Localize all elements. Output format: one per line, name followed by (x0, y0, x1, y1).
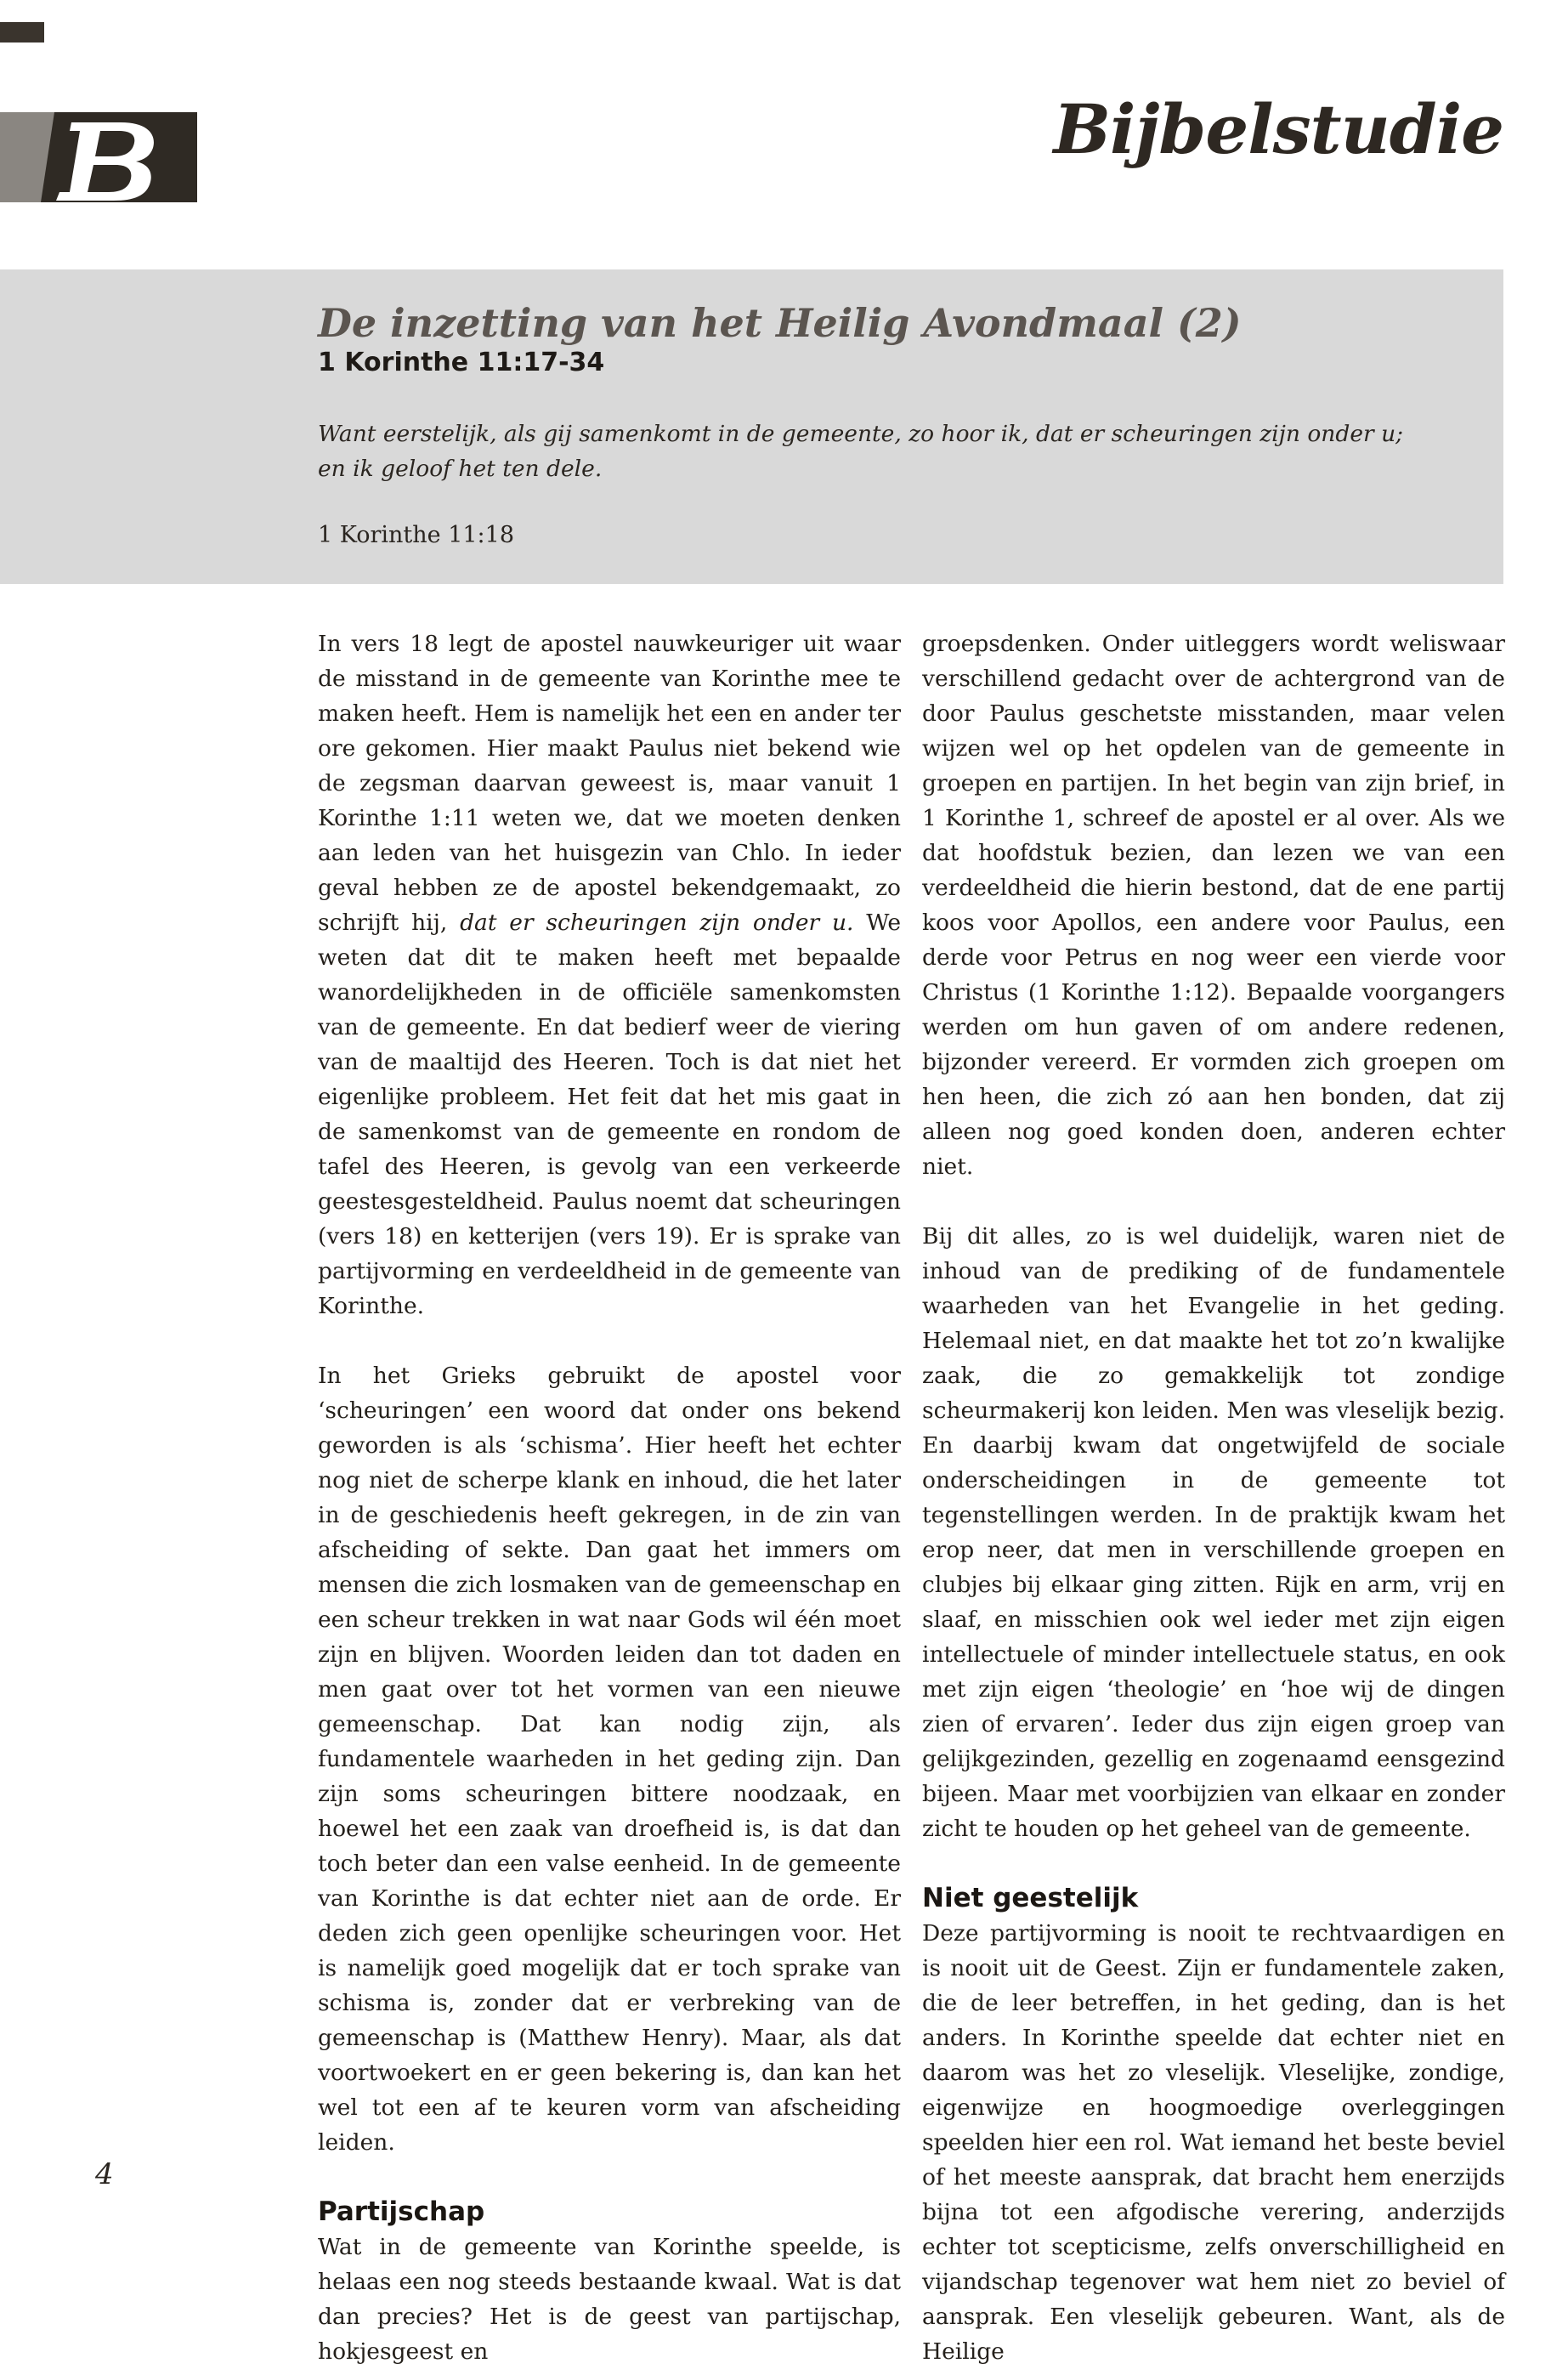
emphasis-text: dat er scheuringen zijn onder u. (460, 910, 854, 936)
bijbelstudie-logo-icon (0, 111, 197, 204)
subheading-partijschap: Partijschap (318, 2196, 485, 2227)
body-column-right (922, 626, 1505, 2369)
paragraph: Wat in de gemeente van Korinthe speelde, is helaas een nog steeds bestaande kwaal. Wat is dat dan precies? Het is de geest van partijschap, hokjesgeest en (318, 2234, 901, 2365)
section-title: Bijbelstudie (1053, 89, 1503, 169)
paragraph: Bij dit alles, zo is wel duidelijk, waren niet de inhoud van de prediking of de fundamentele waarheden van het Evangelie in het geding. Helemaal niet, en dat maakte het tot zo’n kwalijke zaak, die zo gemakkelijk tot zondige scheurmakerij kon leiden. Men was vleselijk bezig. En daarbij kwam dat ongetwijfeld de sociale onderscheidingen in de gemeente tot tegenstellingen werden. In de praktijk kwam het erop neer, dat men in verschillende groepen en clubjes bij elkaar ging zitten. Rijk en arm, vrij en slaaf, en misschien ook wel ieder met zijn eigen intellectuele of minder intellectuele status, en ook met zijn eigen ‘theologie’ en ‘hoe wij de dingen zien of ervaren’. Ieder dus zijn eigen groep van gelijkgezinden, gezellig en zogenaamd eensgezind bijeen. Maar met voorbijzien van elkaar en zonder zicht te houden op het geheel van de gemeente. (922, 1223, 1505, 1842)
paragraph-text: We weten dat dit te maken heeft met bepaalde wanordelijkheden in de officiële samenkomsten van de gemeente. En dat bedierf weer de viering van de maaltijd des Heeren. Toch is dat niet het eigenlijke probleem. Het feit dat het mis gaat in de samenkomst van de gemeente en rondom de tafel des Heeren, is gevolg van een verkeerde geestesgesteldheid. Paulus noemt dat scheuringen (vers 18) en ketterijen (vers 19). Er is sprake van partijvorming en verdeeldheid in de gemeente van Korinthe. (318, 910, 902, 1319)
bible-quote: Want eerstelijk, als gij samenkomt in de gemeente, zo hoor ik, dat er scheuringen zijn onder u; en ik geloof het ten dele. (318, 421, 1404, 482)
paragraph: In het Grieks gebruikt de apostel voor ‘scheuringen’ een woord dat onder ons bekend geworden is als ‘schisma’. Hier heeft het echter nog niet de scherpe klank en inhoud, die het later in de geschiedenis heeft gekregen, in de zin van afscheiding of sekte. Dan gaat het immers om mensen die zich losmaken van de gemeenschap en een scheur trekken in wat naar Gods wil één moet zijn en blijven. Woorden leiden dan tot daden en men gaat over tot het vormen van een nieuwe gemeenschap. Dat kan nodig zijn, als fundamentele waarheden in het geding zijn. Dan zijn soms scheuringen bittere noodzaak, en hoewel het een zaak van droefheid is, is dat dan toch beter dan een valse eenheid. In de gemeente van Korinthe is dat echter niet aan de orde. Er deden zich geen openlijke scheuringen voor. Het is namelijk goed mogelijk dat er toch sprake van schisma is, zonder dat er verbreking van de gemeenschap is (Matthew Henry). Maar, als dat voortwoekert en er geen bekering is, dan kan het wel tot een af te keuren vorm van afscheiding leiden. (318, 1363, 901, 2156)
quote-source: 1 Korinthe 11:18 (318, 522, 515, 548)
article-title: De inzetting van het Heilig Avondmaal (2) (318, 300, 1242, 346)
article-reference: 1 Korinthe 11:17-34 (318, 348, 605, 377)
paragraph: Deze partijvorming is nooit te rechtvaardigen en is nooit uit de Geest. Zijn er fundamentele zaken, die de leer betreffen, in het geding, dan is het anders. In Korinthe speelde dat echter niet en daarom was het zo vleselijk. Vleselijke, zondige, eigenwijze en hoogmoedige overleggingen speelden hier een rol. Wat iemand het beste beviel of het meeste aansprak, dat bracht hem enerzijds bijna tot een afgodische verering, anderzijds echter tot scepticisme, zelfs onverschilligheid en vijandschap tegenover wat hem niet zo beviel of aansprak. Een vleselijk gebeuren. Want, als de Heilige (922, 1920, 1505, 2365)
corner-mark (0, 22, 44, 43)
page-number: 4 (95, 2157, 114, 2191)
subheading-niet-geestelijk: Niet geestelijk (922, 1883, 1139, 1913)
paragraph-text: In vers 18 legt de apostel nauwkeuriger uit waar de misstand in de gemeente van Korinthe mee te maken heeft. Hem is namelijk het een en ander ter ore gekomen. Hier maakt Paulus niet bekend wie de zegsman daarvan geweest is, maar vanuit 1 Korinthe 1:11 weten we, dat we moeten denken aan leden van het huisgezin van Chlo. In ieder geval hebben ze de apostel bekendgemaakt, zo schrijft hij, (318, 631, 901, 936)
body-column-left (318, 626, 901, 2369)
paragraph: groepsdenken. Onder uitleggers wordt weliswaar verschillend gedacht over de achtergrond van de door Paulus geschetste misstanden, maar velen wijzen wel op het opdelen van de gemeente in groepen en partijen. In het begin van zijn brief, in 1 Korinthe 1, schreef de apostel er al over. Als we dat hoofdstuk bezien, dan lezen we van een verdeeldheid die hierin bestond, dat de ene partij koos voor Apollos, een andere voor Paulus, een derde voor Petrus en nog weer een vierde voor Christus (1 Korinthe 1:12). Bepaalde voorgangers werden om hun gaven of om andere redenen, bijzonder vereerd. Er vormden zich groepen om hen heen, die zich zó aan hen bonden, dat zij alleen nog goed konden doen, anderen echter niet. (922, 631, 1505, 1180)
paragraph (318, 626, 901, 1323)
